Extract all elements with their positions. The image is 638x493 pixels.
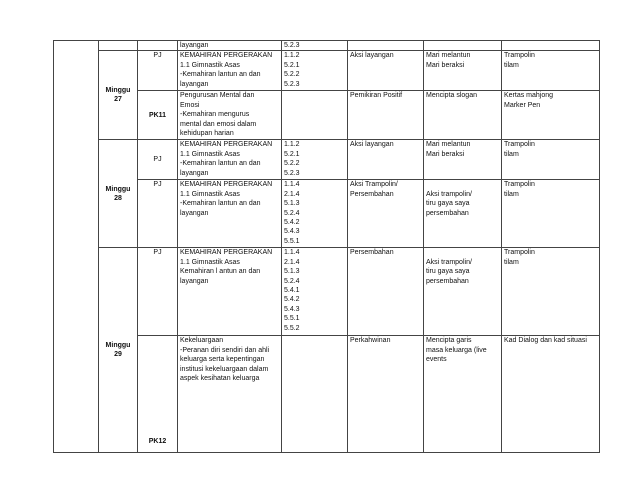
tools-cell: Trampolin tilam (502, 51, 600, 91)
subject-cell: PJ (138, 180, 178, 248)
content-cell: Pengurusan Mental dan Emosi -Kemahiran mengurus mental dan emosi dalam kehidupan harian (178, 91, 282, 140)
subject-cell: PJ (138, 51, 178, 91)
tools-cell (502, 41, 600, 51)
activity-cell: Aksi Trampolin/ Persembahan (348, 180, 424, 248)
slogan-cell: Mari melantun Mari beraksi (424, 140, 502, 180)
activity-cell: Perkahwinan (348, 336, 424, 453)
subject-cell: PJ (138, 140, 178, 180)
content-cell: KEMAHIRAN PERGERAKAN 1.1 Gimnastik Asas -Kemahiran lantun an dan layangan (178, 51, 282, 91)
codes-cell (282, 336, 348, 453)
week-cell: Minggu 29 (99, 248, 138, 453)
content-cell: layangan (178, 41, 282, 51)
tools-cell: Kertas mahjong Marker Pen (502, 91, 600, 140)
week-cell: Minggu 27 (99, 51, 138, 140)
table-row (54, 51, 600, 91)
codes-cell: 5.2.3 (282, 41, 348, 51)
tools-cell: Kad Dialog dan kad situasi (502, 336, 600, 453)
slogan-cell: Mencipta garis masa keluarga (live events (424, 336, 502, 453)
codes-cell: 1.1.4 2.1.4 5.1.3 5.2.4 5.4.2 5.4.3 5.5.1 (282, 180, 348, 248)
week-cell: Minggu 28 (99, 140, 138, 248)
subject-cell: PK11 (138, 91, 178, 140)
tools-cell: Trampolin tilam (502, 140, 600, 180)
slogan-cell (424, 41, 502, 51)
activity-cell: Aksi layangan (348, 51, 424, 91)
codes-cell: 1.1.4 2.1.4 5.1.3 5.2.4 5.4.1 5.4.2 5.4.3 5.5.1 5.5.2 (282, 248, 348, 336)
activity-cell: Aksi layangan (348, 140, 424, 180)
slogan-cell: Aksi trampolin/ tiru gaya saya persembahan (424, 180, 502, 248)
slogan-cell: Aksi trampolin/ tiru gaya saya persembahan (424, 248, 502, 336)
subject-cell (138, 41, 178, 51)
table-row (54, 140, 600, 180)
slogan-cell: Mari melantun Mari beraksi (424, 51, 502, 91)
subject-cell: PJ (138, 248, 178, 336)
codes-cell (282, 91, 348, 140)
content-cell: Kekeluargaan -Peranan diri sendiri dan ahli keluarga serta kepentingan institusi kekeluargaan dalam aspek kesihatan keluarga (178, 336, 282, 453)
table-row (54, 248, 600, 336)
blank-left-column (54, 41, 99, 453)
codes-cell: 1.1.2 5.2.1 5.2.2 5.2.3 (282, 51, 348, 91)
slogan-cell: Mencipta slogan (424, 91, 502, 140)
activity-cell: Persembahan (348, 248, 424, 336)
content-cell: KEMAHIRAN PERGERAKAN 1.1 Gimnastik Asas -Kemahiran lantun an dan layangan (178, 180, 282, 248)
tools-cell: Trampolin tilam (502, 248, 600, 336)
subject-cell: PK12 (138, 336, 178, 453)
codes-cell: 1.1.2 5.2.1 5.2.2 5.2.3 (282, 140, 348, 180)
content-cell: KEMAHIRAN PERGERAKAN 1.1 Gimnastik Asas Kemahiran l antun an dan layangan (178, 248, 282, 336)
content-cell: KEMAHIRAN PERGERAKAN 1.1 Gimnastik Asas -Kemahiran lantun an dan layangan (178, 140, 282, 180)
lesson-plan-table (53, 40, 600, 453)
activity-cell (348, 41, 424, 51)
activity-cell: Pemikiran Positif (348, 91, 424, 140)
tools-cell: Trampolin tilam (502, 180, 600, 248)
table-row (54, 41, 600, 51)
week-cell (99, 41, 138, 51)
